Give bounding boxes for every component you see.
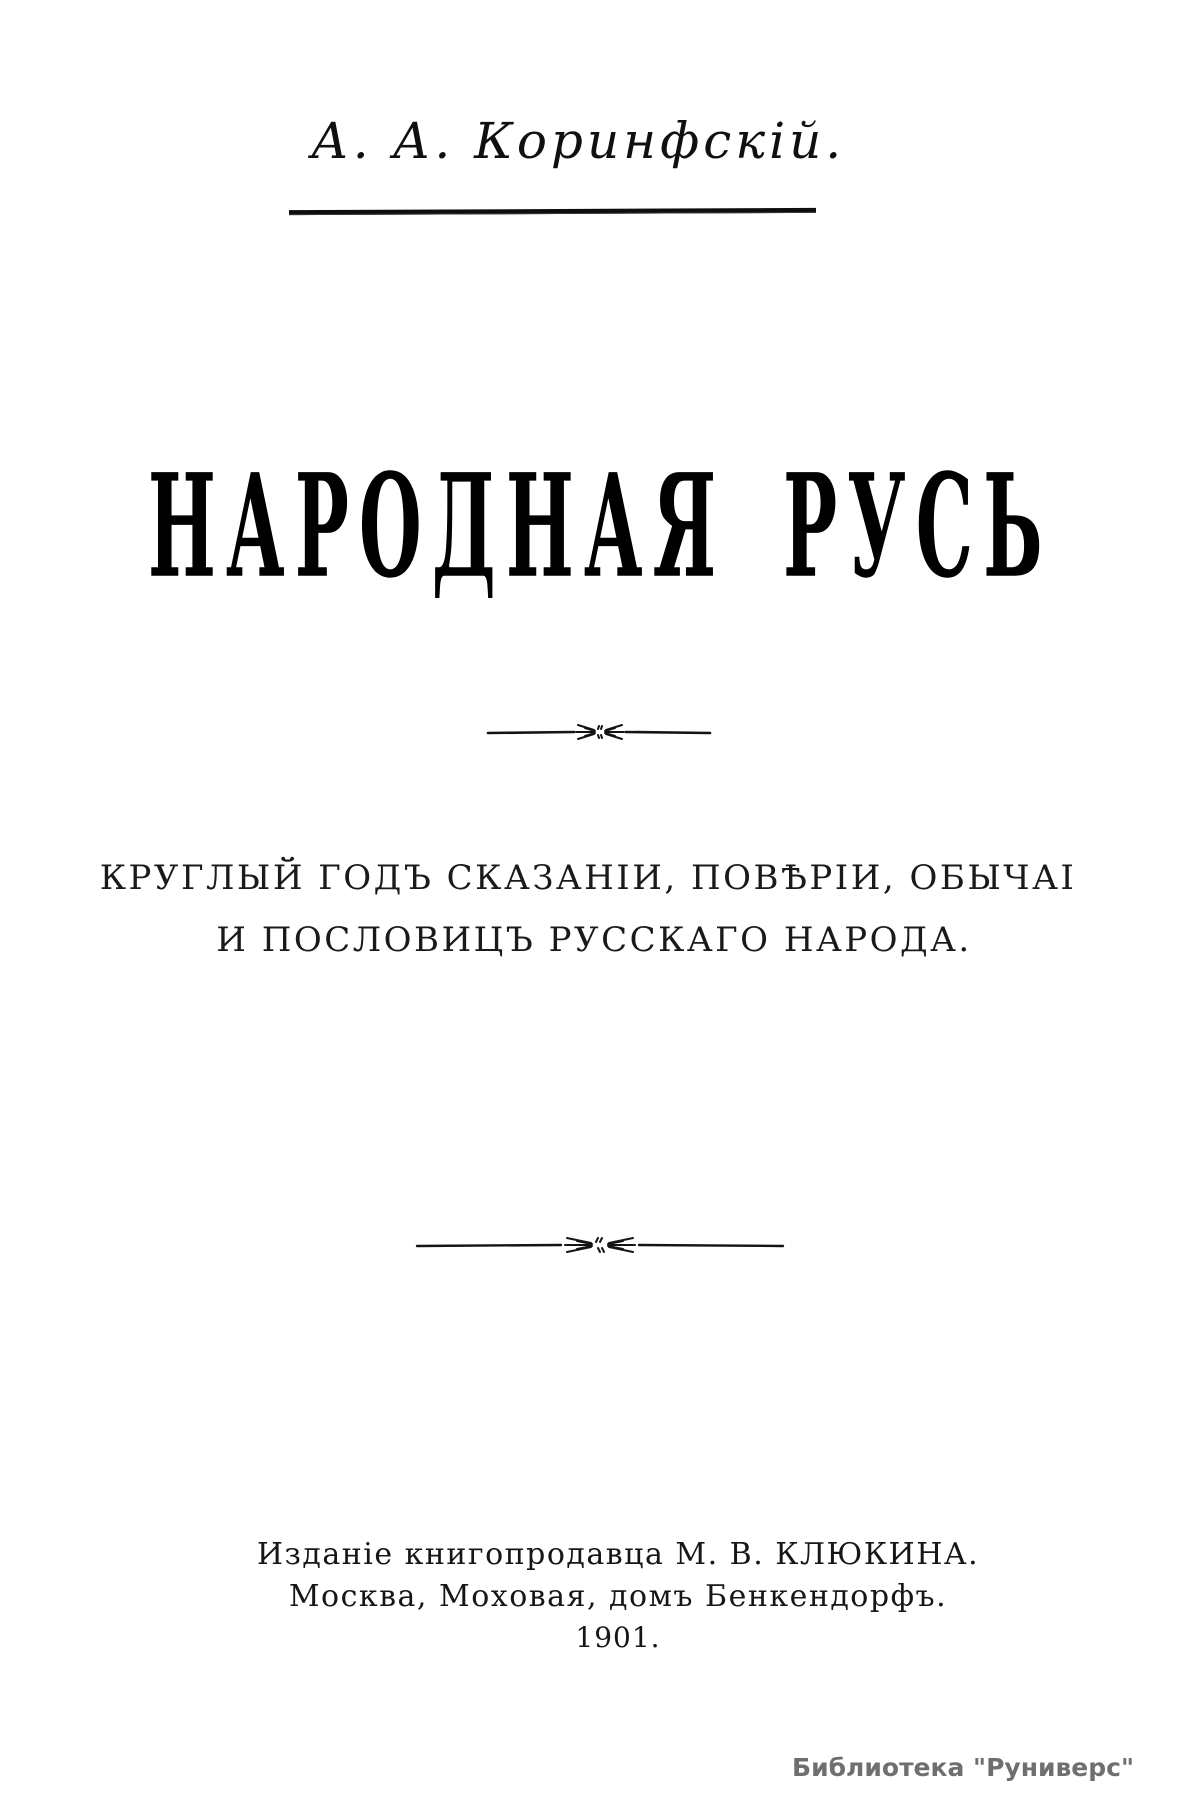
imprint-year: 1901. [575, 1621, 661, 1654]
line-starburst-line-icon [486, 718, 714, 746]
divider-ornament-top [0, 718, 1200, 746]
author-line-container [0, 112, 1178, 170]
title-container [0, 438, 1200, 613]
book-title: НАРОДНАЯ РУСЬ [147, 441, 1053, 610]
imprint-publisher: Изданіе книгопродавца М. В. КЛЮКИНА. [256, 1537, 980, 1572]
imprint-address: Москва, Моховая, домъ Бенкендорфъ. [288, 1579, 948, 1614]
starburst-icon [565, 1238, 635, 1252]
subtitle-line-2: И ПОСЛОВИЦЪ РУССКАГО НАРОДА. [216, 920, 972, 960]
subtitle-line-1: КРУГЛЫЙ ГОДЪ СКАЗАНІИ, ПОВѢРІИ, ОБЫЧАІ [99, 858, 1077, 898]
library-watermark: Библиотека "Руниверс" [792, 1753, 1134, 1782]
starburst-icon [576, 725, 624, 739]
author-name: А. А. Коринфскій. [310, 112, 846, 170]
divider-ornament-bottom [0, 1232, 1200, 1258]
line-starburst-line-icon [415, 1232, 785, 1258]
imprint-block [18, 1534, 1200, 1658]
author-underline-rule [289, 208, 816, 215]
